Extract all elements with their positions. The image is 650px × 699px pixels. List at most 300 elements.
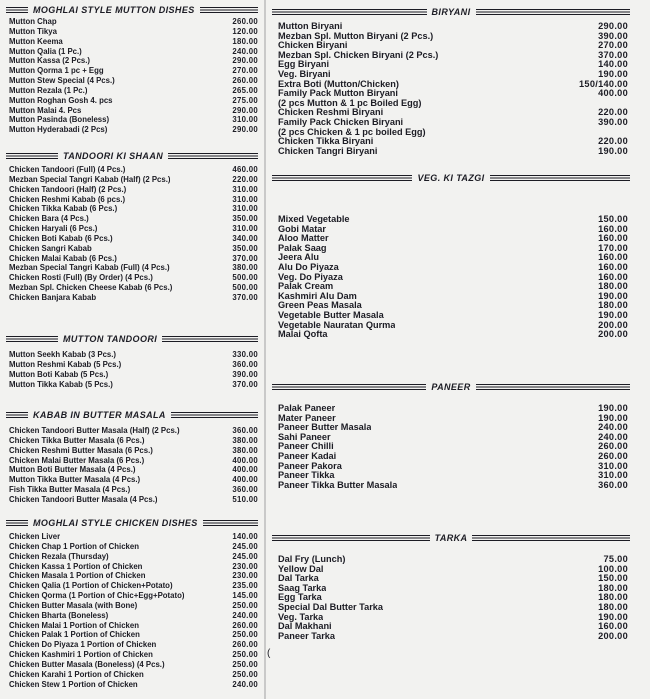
menu-item [272,147,630,157]
menu-item-name: Sahi Paneer [278,432,331,442]
menu-item [272,613,630,623]
section-title: TANDOORI KI SHAAN [63,151,164,161]
menu-item-name: Chicken Qalia (1 Portion of Chicken+Potato) [9,581,173,591]
menu-item-name: Family Pack Mutton Biryani [278,89,398,99]
menu-item-price: 160.00 [598,223,628,234]
menu-item [6,17,258,27]
menu-item [6,456,258,466]
menu-item [272,60,630,70]
menu-item-price: 360.00 [232,359,258,369]
menu-item-price: 150.00 [598,214,628,224]
menu-item-name: Chicken Rosti (Full) (By Order) (4 Pcs.) [9,273,153,283]
menu-item-name: Mutton Boti Kabab (5 Pcs.) [9,369,109,379]
header-rule [6,153,58,159]
menu-item-name: Chicken Haryali (6 Pcs.) [9,224,98,234]
section-header-biryani [272,6,630,18]
section-title: MUTTON TANDOORI [63,334,158,344]
menu-item [272,215,630,225]
header-rule [272,535,430,541]
menu-item-price: 180.00 [598,592,628,603]
menu-item-name: Vegetable Nauratan Qurma [278,320,396,330]
menu-item-price: 190.00 [598,68,628,79]
menu-item [6,495,258,505]
menu-item-price: 510.00 [232,494,258,504]
menu-item-name: Mutton Roghan Gosh 4. pcs [9,95,113,105]
menu-item [272,273,630,283]
menu-item [272,89,630,99]
menu-item-name: Saag Tarka [278,583,327,593]
menu-item-name: Chicken Chap 1 Portion of Chicken [9,541,139,551]
header-rule [476,384,630,390]
menu-item-name: Egg Tarka [278,593,322,603]
menu-item-name: Chicken Tandoori Butter Masala (4 Pcs.) [9,494,158,504]
menu-item-name: Extra Boti (Mutton/Chicken) [278,79,399,89]
menu-list-mutton-tandoori [6,350,258,389]
menu-item-name: Chicken Kashmiri 1 Portion of Chicken [9,650,153,660]
menu-item-price: 190.00 [598,403,628,413]
menu-item-price: 220.00 [598,107,628,118]
menu-item-price: 250.00 [232,630,258,640]
menu-item-name: Chicken Tikka Butter Masala (6 Pcs.) [9,435,145,445]
menu-item [6,475,258,485]
menu-item-name: Chicken Malai 1 Portion of Chicken [9,620,139,630]
menu-item-name: Chicken Malai Butter Masala (6 Pcs.) [9,455,145,465]
menu-item [272,51,630,61]
menu-item-name: Palak Saag [278,243,327,253]
menu-item-name: Chicken Sangri Kabab [9,243,92,253]
menu-item [272,70,630,80]
menu-item [6,562,258,572]
menu-item-price: 275.00 [232,95,258,105]
menu-item-price: 245.00 [232,541,258,551]
menu-item-price: 310.00 [598,470,628,481]
menu-item-name: Mezban Special Tangri Kabab (Half) (2 Pcs.) [9,174,171,184]
menu-item [272,442,630,452]
menu-item-name: Mutton Chap [9,17,57,26]
menu-item [272,603,630,613]
menu-item-price: 250.00 [232,650,258,660]
menu-item [6,224,258,234]
menu-item-price: 200.00 [598,329,628,340]
menu-item-price: 120.00 [232,26,258,36]
menu-item [6,380,258,390]
menu-item-price: 180.00 [232,36,258,46]
menu-item [272,481,630,491]
menu-item [6,204,258,214]
header-rule [472,535,630,541]
menu-item [272,32,630,42]
menu-item [272,301,630,311]
menu-item [272,80,630,90]
menu-item-price: 310.00 [232,194,258,204]
menu-item-price: 180.00 [598,281,628,292]
menu-item-price: 360.00 [598,479,628,490]
menu-item [6,37,258,47]
menu-item-price: 200.00 [598,319,628,330]
menu-item-name: Mutton Rezala (1 Pc.) [9,85,88,95]
menu-item [6,611,258,621]
menu-item [272,244,630,254]
menu-item-name: Green Peas Masala [278,301,362,311]
section-header-veg-ki-tazgi [272,172,630,184]
menu-item-name: Aloo Matter [278,234,329,244]
menu-item-price: 250.00 [232,659,258,669]
menu-item-price: 310.00 [232,184,258,194]
menu-item-name: Paneer Tarka [278,631,336,641]
menu-item [6,273,258,283]
section-title: PANEER [431,382,471,392]
menu-item-price: 310.00 [232,204,258,214]
menu-item [272,321,630,331]
menu-item-name: Family Pack Chicken Biryani [278,117,404,127]
menu-item-name: Chicken Tandoori (Full) (4 Pcs.) [9,165,126,174]
menu-item [6,436,258,446]
menu-item [272,311,630,321]
menu-item-name: Chicken Boti Kabab (6 Pcs.) [9,233,113,243]
menu-item-name: Mutton Seekh Kabab (3 Pcs.) [9,350,117,359]
menu-item-name: Mutton Pasinda (Boneless) [9,115,110,125]
menu-item [272,555,630,565]
menu-item-name: Chicken Tandoori (Half) (2 Pcs.) [9,184,127,194]
header-rule [203,520,258,526]
menu-item [6,165,258,175]
menu-item [272,632,630,642]
menu-item-name: Chicken Liver [9,532,61,541]
menu-item-price: 240.00 [232,679,258,689]
menu-item-price: 380.00 [232,435,258,445]
menu-item-price: 270.00 [232,66,258,76]
menu-item-name: Kashmiri Alu Dam [278,291,357,301]
menu-item-name: Malai Qofta [278,330,328,340]
menu-item [272,128,630,138]
menu-item-price: 170.00 [598,242,628,253]
menu-item-name: Mutton Hyderabadi (2 Pcs) [9,125,108,135]
menu-item-price: 145.00 [232,591,258,601]
menu-item-name: Chicken Butter Masala (Boneless) (4 Pcs.) [9,659,165,669]
menu-item-price: 160.00 [598,261,628,272]
menu-item-price: 200.00 [598,630,628,641]
menu-item-name: Mutton Boti Butter Masala (4 Pcs.) [9,465,136,475]
menu-item [6,175,258,185]
menu-item-price: 190.00 [598,611,628,622]
menu-item [272,108,630,118]
menu-item-name: Chicken Tandoori Butter Masala (Half) (2 Pcs.) [9,426,180,435]
menu-item [6,76,258,86]
menu-item-name: Chicken Do Piyaza 1 Portion of Chicken [9,640,157,650]
menu-item-name: Paneer Kadai [278,451,337,461]
menu-item-price: 230.00 [232,571,258,581]
menu-item-name: Dal Tarka [278,574,319,584]
menu-item-price: 400.00 [232,455,258,465]
menu-item-price: 220.00 [232,174,258,184]
header-rule [6,412,28,418]
menu-item-name: Egg Biryani [278,60,330,70]
menu-item-name: Chicken Qorma (1 Portion of Chic+Egg+Potato) [9,591,185,601]
menu-item-price: 370.00 [232,292,258,302]
menu-item-name: Paneer Tikka [278,471,335,481]
menu-item-price: 190.00 [598,309,628,320]
menu-item [272,292,630,302]
menu-item-price: 190.00 [598,290,628,301]
menu-item-price: 310.00 [598,460,628,471]
menu-list-chicken-dishes [6,532,258,690]
menu-item-name: Paneer Butter Masala [278,423,372,433]
menu-item [6,552,258,562]
menu-item-price: 240.00 [232,46,258,56]
menu-item-name: Chicken Reshmi Biryani [278,108,384,118]
menu-item-price: 260.00 [598,450,628,461]
menu-item [6,660,258,670]
menu-item [6,485,258,495]
menu-item [6,47,258,57]
header-rule [168,153,258,159]
menu-item [6,214,258,224]
menu-item-name: Mutton Qorma 1 pc + Egg [9,66,104,76]
menu-item-price: 160.00 [598,621,628,632]
menu-item-price: 370.00 [232,253,258,263]
menu-item-name: Yellow Dal [278,564,324,574]
menu-item-name: Chicken Bara (4 Pcs.) [9,214,89,224]
menu-item [6,446,258,456]
menu-item-name: Chicken Malai Kabab (6 Pcs.) [9,253,117,263]
menu-item-price: 350.00 [232,214,258,224]
menu-item [6,350,258,360]
menu-item-price: 180.00 [598,300,628,311]
section-header-kabab-butter-masala [6,409,258,421]
menu-item-price: 150/140.00 [579,78,628,89]
menu-item-price: 245.00 [232,551,258,561]
menu-item-price: 390.00 [232,369,258,379]
menu-item-price: 260.00 [232,76,258,86]
menu-item-name: Chicken Karahi 1 Portion of Chicken [9,669,144,679]
menu-list-kabab-butter-masala [6,426,258,505]
menu-item-price: 460.00 [232,165,258,174]
menu-item-price: 180.00 [598,582,628,593]
menu-item-price: 230.00 [232,561,258,571]
stray-mark: ( [267,648,271,659]
section-header-mutton-tandoori [6,333,258,345]
menu-item-price: 260.00 [232,17,258,26]
menu-item-price: 260.00 [232,620,258,630]
menu-item [6,66,258,76]
menu-item-price: 240.00 [598,431,628,442]
menu-item-name: Mezban Spl. Chicken Cheese Kabab (6 Pcs.) [9,283,173,293]
menu-item [6,650,258,660]
menu-item [6,185,258,195]
menu-item-price: 260.00 [232,640,258,650]
menu-item [6,106,258,116]
menu-item-name: Gobi Matar [278,224,326,234]
menu-item [272,118,630,128]
menu-item-name: Chicken Tangri Biryani [278,146,378,156]
menu-item [272,41,630,51]
menu-item [272,452,630,462]
menu-item-name: Paneer Tikka Butter Masala [278,480,398,490]
menu-item [272,234,630,244]
menu-item-name: Chicken Masala 1 Portion of Chicken [9,571,146,581]
menu-item-name: Mutton Tikya [9,26,57,36]
menu-item-price: 270.00 [598,40,628,51]
menu-item-price: 235.00 [232,581,258,591]
menu-list-mutton-dishes [6,17,258,135]
menu-item [272,574,630,584]
menu-item-price: 260.00 [598,441,628,452]
menu-item-name: Mezban Special Tangri Kabab (Full) (4 Pcs.) [9,263,170,273]
menu-item-name: Paneer Chilli [278,442,334,452]
section-header-tandoori-ki-shaan [6,150,258,162]
menu-item [6,591,258,601]
menu-item-price: 390.00 [598,116,628,127]
menu-item [272,414,630,424]
menu-item-name: Mutton Keema [9,36,63,46]
menu-item [6,293,258,303]
menu-item-price: 75.00 [603,554,628,564]
menu-item-price: 140.00 [232,532,258,541]
menu-item-name: Chicken Reshmi Kabab (6 pcs.) [9,194,126,204]
menu-item-name: Chicken Reshmi Butter Masala (6 Pcs.) [9,445,153,455]
menu-item [6,283,258,293]
header-rule [6,7,28,13]
menu-list-veg-ki-tazgi [272,215,630,340]
menu-item [6,244,258,254]
menu-item-price: 180.00 [598,601,628,612]
header-rule [162,336,258,342]
menu-item-name: Mutton Tikka Butter Masala (4 Pcs.) [9,475,141,485]
menu-item [6,630,258,640]
menu-item [6,115,258,125]
menu-item-name: (2 pcs Chicken & 1 pc boiled Egg) [278,127,426,137]
menu-list-tandoori-ki-shaan [6,165,258,303]
menu-item-price: 340.00 [232,233,258,243]
menu-item [6,670,258,680]
menu-item-price: 150.00 [598,573,628,584]
menu-item-price: 370.00 [598,49,628,60]
menu-item-price: 400.00 [232,465,258,475]
menu-item-name: Mutton Malai 4. Pcs [9,105,82,115]
menu-item-name: Dal Makhani [278,622,332,632]
menu-item-price: 310.00 [232,115,258,125]
menu-item [6,86,258,96]
menu-item-price: 140.00 [598,59,628,70]
menu-item-price: 400.00 [598,88,628,99]
header-rule [490,175,630,181]
menu-item-price: 190.00 [598,145,628,156]
menu-item-price: 290.00 [232,56,258,66]
menu-item-price: 220.00 [598,136,628,147]
section-header-mutton-dishes [6,4,258,16]
menu-item [272,423,630,433]
menu-item [6,360,258,370]
menu-item-price: 160.00 [598,271,628,282]
menu-item [6,56,258,66]
menu-item-price: 360.00 [232,426,258,435]
menu-item-price: 240.00 [232,610,258,620]
section-header-tarka [272,532,630,544]
menu-item [272,282,630,292]
menu-item [272,433,630,443]
menu-item [6,542,258,552]
menu-item-name: Dal Fry (Lunch) [278,555,346,564]
menu-list-tarka [272,555,630,641]
menu-item [6,465,258,475]
menu-item-name: Jeera Alu [278,253,320,263]
menu-item-price: 250.00 [232,600,258,610]
menu-item [6,581,258,591]
menu-item-name: Mutton Kassa (2 Pcs.) [9,56,91,66]
menu-item [6,640,258,650]
section-title: MOGHLAI STYLE CHICKEN DISHES [33,518,198,528]
menu-item-name: Chicken Palak 1 Portion of Chicken [9,630,140,640]
menu-item [272,253,630,263]
menu-item [6,125,258,135]
menu-item [6,254,258,264]
header-rule [272,384,426,390]
menu-item [6,234,258,244]
menu-item-price: 310.00 [232,224,258,234]
menu-item-price: 290.00 [232,125,258,135]
menu-item [272,225,630,235]
menu-item [272,593,630,603]
menu-item-name: Alu Do Piyaza [278,262,339,272]
menu-item-price: 380.00 [232,445,258,455]
menu-item-name: Chicken Bharta (Boneless) [9,610,109,620]
header-rule [171,412,258,418]
menu-item [272,622,630,632]
menu-item-name: Chicken Banjara Kabab [9,292,97,302]
menu-item-name: Mutton Stew Special (4 Pcs.) [9,76,115,86]
menu-item-price: 290.00 [598,21,628,31]
menu-item-name: Mixed Vegetable [278,215,350,224]
menu-item-name: Mutton Qalia (1 Pc.) [9,46,82,56]
menu-item [6,96,258,106]
menu-item [272,584,630,594]
menu-item-name: (2 pcs Mutton & 1 pc Boiled Egg) [278,98,422,108]
header-rule [272,9,427,15]
column-divider [264,0,266,699]
menu-item [6,195,258,205]
menu-item [6,263,258,273]
menu-item [6,532,258,542]
menu-item-price: 390.00 [598,30,628,41]
menu-item-price: 350.00 [232,243,258,253]
menu-item-price: 330.00 [232,350,258,359]
menu-item-name: Vegetable Butter Masala [278,310,384,320]
menu-item-name: Mutton Reshmi Kabab (5 Pcs.) [9,359,122,369]
menu-item [272,471,630,481]
menu-item-name: Veg. Biryani [278,69,331,79]
section-title: VEG. KI TAZGI [417,173,485,183]
menu-item [272,137,630,147]
menu-item-name: Palak Cream [278,282,334,292]
menu-item-name: Chicken Biryani [278,41,348,51]
menu-item-name: Mutton Tikka Kabab (5 Pcs.) [9,379,113,389]
menu-item-name: Paneer Pakora [278,461,342,471]
menu-item-price: 500.00 [232,273,258,283]
section-title: MOGHLAI STYLE MUTTON DISHES [33,5,195,15]
menu-item-name: Chicken Rezala (Thursday) [9,551,109,561]
menu-item-price: 290.00 [232,105,258,115]
menu-item-price: 360.00 [232,485,258,495]
menu-item-price: 190.00 [598,412,628,423]
menu-item-name: Chicken Tikka Biryani [278,137,374,147]
menu-item [6,426,258,436]
menu-item-price: 370.00 [232,379,258,389]
section-header-chicken-dishes [6,517,258,529]
menu-item-name: Fish Tikka Butter Masala (4 Pcs.) [9,485,131,495]
menu-list-paneer [272,404,630,490]
menu-item [272,263,630,273]
menu-item [272,404,630,414]
